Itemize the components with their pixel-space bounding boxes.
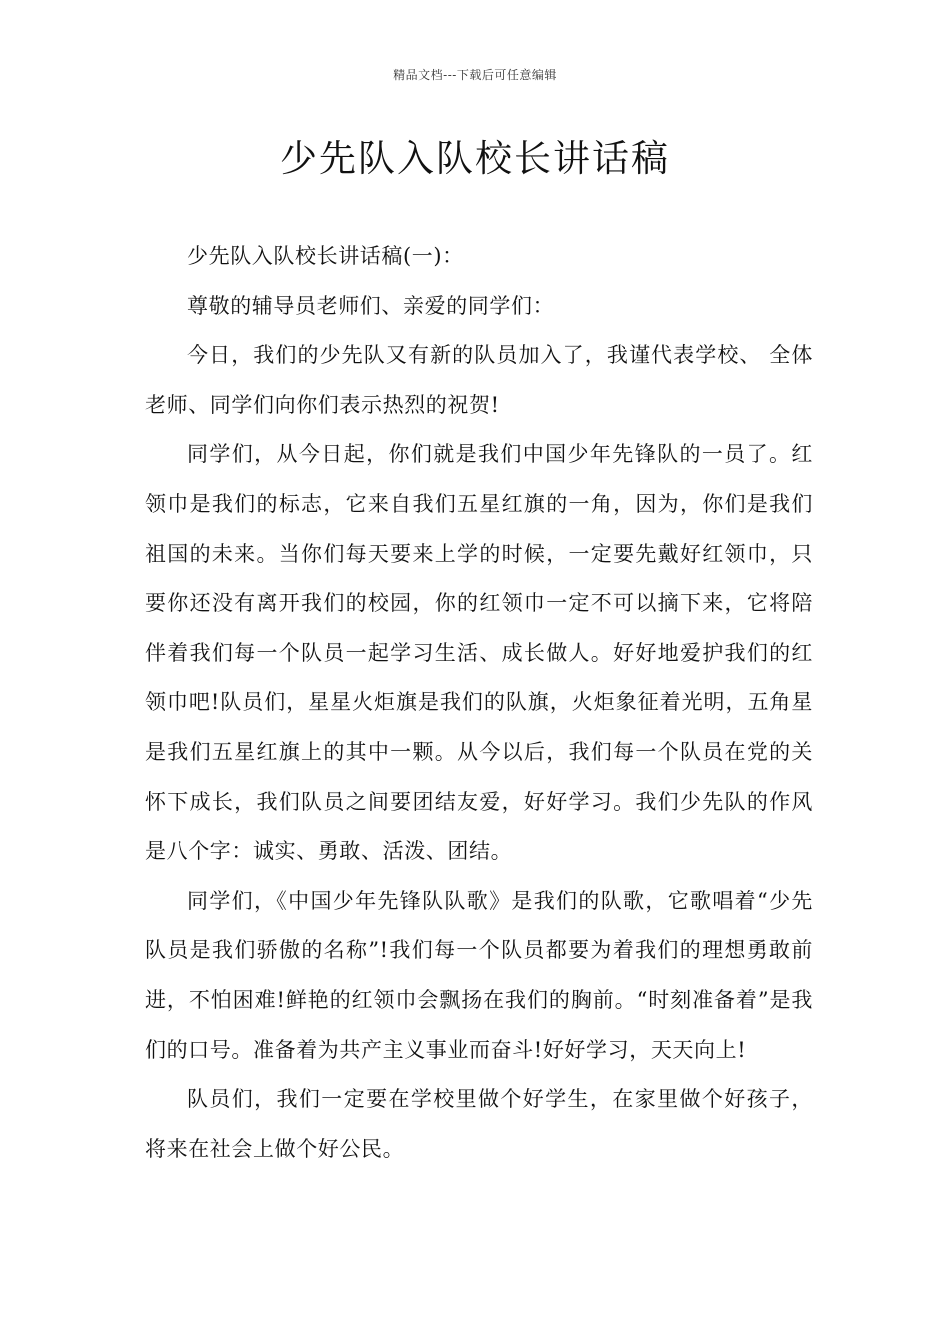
paragraph-subtitle: 少先队入队校长讲话稿(一)： [187,244,464,268]
document-body [145,232,813,1174]
paragraph: 同学们，《中国少年先锋队队歌》是我们的队歌，它歌唱着“少先队员是我们骄傲的名称”!我们每一个队员都要为着我们的理想勇敢前进，不怕困难!鲜艳的红领巾会飘扬在我们的胸前。“时刻准备着”是我们的口号。准备着为共产主义事业而奋斗!好好学习，天天向上! [145,888,813,1062]
paragraph: 同学们，从今日起，你们就是我们中国少年先锋队的一员了。红领巾是我们的标志，它来自我们五星红旗的一角，因为，你们是我们祖国的未来。当你们每天要来上学的时候，一定要先戴好红领巾，只要你还没有离开我们的校园，你的红领巾一定不可以摘下来，它将陪伴着我们每一个队员一起学习生活、成长做人。好好地爱护我们的红领巾吧!队员们，星星火炬旗是我们的队旗，火炬象征着光明，五角星是我们五星红旗上的其中一颗。从今以后，我们每一个队员在党的关怀下成长，我们队员之间要团结友爱，好好学习。我们少先队的作风是八个字：诚实、勇敢、活泼、团结。 [145,442,813,864]
paragraph: 队员们，我们一定要在学校里做个好学生，在家里做个好孩子，将来在社会上做个好公民。 [145,1087,813,1161]
paragraph-salutation: 尊敬的辅导员老师们、亲爱的同学们： [187,293,555,318]
header-note: 精品文档---下载后可任意编辑 [393,68,557,82]
document-title: 少先队入队校长讲话稿 [280,137,670,180]
paragraph: 今日，我们的少先队又有新的队员加入了，我谨代表学校、 全体老师、同学们向你们表示热烈的祝贺! [145,343,813,417]
